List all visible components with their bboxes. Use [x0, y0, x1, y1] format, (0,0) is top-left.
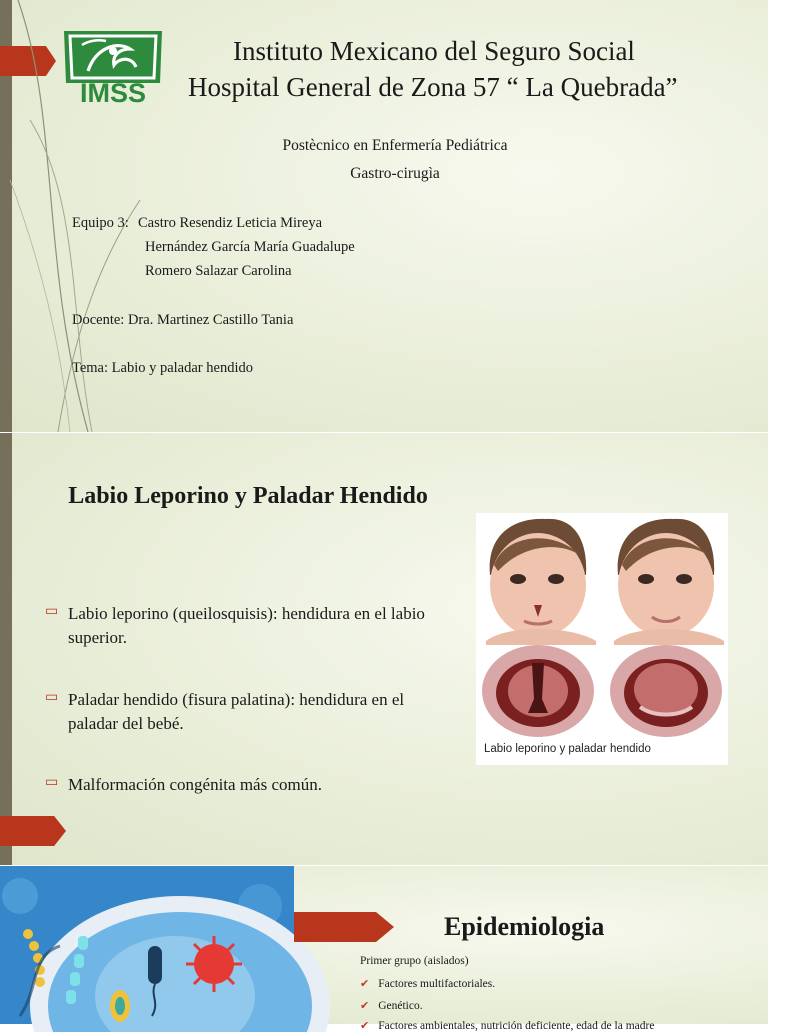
logo-wordmark: IMSS [79, 78, 146, 108]
arrow-tab-accent [0, 816, 66, 846]
checkmark-icon: ✔ [360, 1020, 370, 1032]
bullet-marker-icon: ▭ [45, 690, 59, 705]
team-member: Hernández García María Guadalupe [145, 239, 355, 255]
institution-title: Instituto Mexicano del Seguro Social [233, 36, 635, 66]
slide-title: Epidemiologia [444, 912, 605, 941]
bullet-text: Malformación congénita más común. [68, 775, 322, 794]
specialty-subtitle: Gastro-cirugìa [350, 165, 440, 182]
team-label: Equipo 3: [72, 215, 129, 231]
list-item [360, 1019, 654, 1032]
bullet-text: Paladar hendido (fisura palatina): hendidura en el paladar del bebé. [68, 690, 405, 733]
cleft-illustration [476, 513, 728, 765]
baby-face-normal-illustration [614, 519, 724, 645]
teacher-line: Docente: Dra. Martinez Castillo Tania [72, 312, 294, 328]
list-item-text: Factores ambientales, nutrición deficiente, edad de la madre [378, 1020, 655, 1032]
baby-face-cleft-illustration [486, 519, 596, 645]
arrow-tab-accent [294, 912, 394, 942]
bullet-item [45, 602, 445, 650]
bullet-item [45, 773, 445, 797]
definition-slide [0, 433, 768, 865]
list-item-text: Genético. [378, 1000, 423, 1012]
image-caption: Labio leporino y paladar hendido [484, 743, 651, 755]
team-member: Romero Salazar Carolina [145, 263, 292, 279]
bullet-text: Labio leporino (queilosquisis): hendidura en el labio superior. [68, 604, 425, 647]
hospital-title: Hospital General de Zona 57 “ La Quebrada” [188, 72, 678, 102]
epidemiology-slide [0, 866, 768, 1032]
program-subtitle: Postècnico en Enfermería Pediátrica [282, 137, 508, 154]
bullet-marker-icon: ▭ [45, 604, 59, 619]
list-item [360, 977, 495, 990]
list-item-text: Factores multifactoriales. [378, 978, 496, 990]
bullet-item [45, 688, 445, 736]
cell-illustration [0, 866, 294, 1024]
checkmark-icon: ✔ [360, 978, 370, 990]
checkmark-icon: ✔ [360, 1000, 370, 1012]
list-item [360, 999, 423, 1012]
bullet-marker-icon: ▭ [45, 775, 59, 790]
virus-icon [186, 936, 242, 992]
cleft-palate-illustration [482, 645, 594, 737]
group-label: Primer grupo (aislados) [360, 955, 469, 967]
imss-logo [58, 27, 168, 107]
slide-title: Labio Leporino y Paladar Hendido [68, 483, 428, 509]
normal-palate-illustration [610, 645, 722, 737]
topic-line: Tema: Labio y paladar hendido [72, 360, 253, 376]
title-slide [0, 0, 768, 432]
team-member: Castro Resendiz Leticia Mireya [138, 215, 323, 231]
left-accent-bar [0, 433, 12, 865]
